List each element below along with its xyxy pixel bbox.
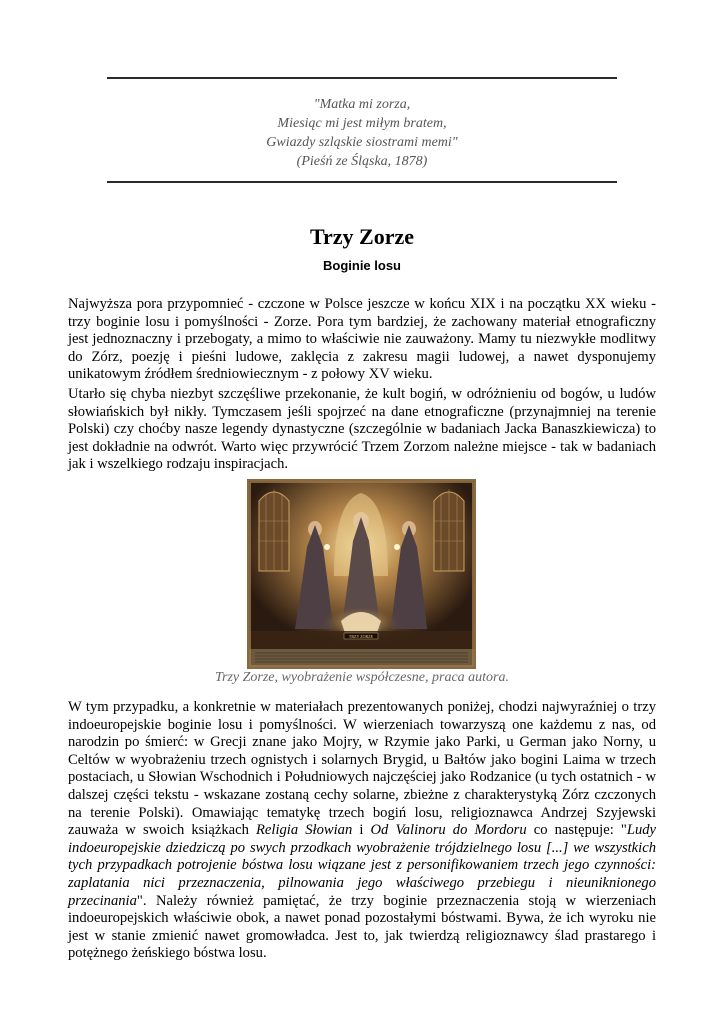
book-title: Od Valinoru do Mordoru bbox=[370, 822, 527, 839]
page-title: Trzy Zorze bbox=[309, 224, 415, 249]
epigraph-line: "Matka mi zorza, bbox=[313, 97, 411, 112]
paragraph-3-text: W tym przypadku, a konkretnie w materiałach prezentowanych poniżej, chodzi najwyraźniej o trzy indoeuropejskie boginie losu i pomyślności. W wierzeniach towarzyszą one każdemu z nas, od narodzin po śmierć: w Grecji znane jako Mojry, w Rzymie jako Parki, u German jako Norny, u Celtów w wyobrażeniu trzech ognistych i solarnych Brygid, u Bałtów jako bogini Laima w trzech postaciach, u Słowian Wschodnich i Południowych najczęściej jako Rodzanice (u tych ostatnich - w dalszej części tekstu - wskazane zostaną cechy solarne, zbieżne z charakterystyką Zórz czczonych na terenie Polski). Omawiając tematykę trzech bogiń losu, religioznawca Andrzej Szyjewski zauważa w swoich książkach bbox=[68, 699, 656, 839]
painting-image bbox=[249, 481, 474, 667]
epigraph-source: (Pieśń ze Śląska, 1878) bbox=[296, 154, 428, 169]
page-subtitle: Boginie losu bbox=[323, 258, 401, 273]
book-title: Religia Słowian bbox=[256, 822, 353, 839]
figure-caption: Trzy Zorze, wyobrażenie współczesne, praca autora. bbox=[215, 670, 509, 685]
paragraph-1: Najwyższa pora przypomnieć - czczone w Polsce jeszcze w końcu XIX i na początku XX wieku - trzy boginie losu i pomyślności - Zorze. Pora tym bardziej, że zachowany materiał etnograficzny jest jednoznaczny i przebogaty, a mimo to właściwie nie zauważony. Mamy tu niezwykłe modlitwy do Zórz, poezję i pieśni ludowe, zaklęcia z zakresu magii ludowej, a nawet dysponujemy unikatowym źródłem średniowiecznym - z połowy XV wieku. bbox=[68, 296, 656, 383]
illustration-three-zorze bbox=[247, 479, 476, 669]
paragraph-3-text: ". Należy również pamiętać, że trzy boginie przeznaczenia stoją w wierzeniach indoeuropejskich właściwie obok, a nawet ponad pozostałymi bóstwami. Bywa, że ich wyroku nie jest w stanie zmienić nawet gromowładca. Jest to, jak twierdzą religioznawcy ślad prastarego i potężnego żeńskiego bóstwa losu. bbox=[68, 892, 656, 962]
epigraph-line: Gwiazdy szląskie siostrami memi" bbox=[266, 135, 458, 150]
paragraph-3-text: i bbox=[352, 822, 371, 839]
plaque-text: TRZY ZORZE bbox=[348, 634, 374, 639]
paragraph-2: Utarło się chyba niezbyt szczęśliwe przekonanie, że kult bogiń, w odróżnieniu od bogów, u ludów słowiańskich był nikły. Tymczasem jeśli spojrzeć na dane etnograficzne (przynajmniej na terenie Polski) czy choćby nasze legendy dynastyczne (szczególnie w badaniach Jacka Banaszkiewicza) to jest dokładnie na odwrót. Warto więc przywrócić Trzem Zorzom należne miejsce - tak w badaniach jak i wszelkiego rodzaju inspiracjach. bbox=[68, 386, 656, 473]
bottom-rule bbox=[107, 181, 617, 183]
top-rule bbox=[107, 77, 617, 79]
paragraph-3-text: co następuje: " bbox=[526, 822, 627, 839]
quote-text: Ludy indoeuropejskie dziedziczą po swych przodkach wyobrażenie trójdzielnego losu [...] we wszystkich tych przypadkach potrojenie bóstwa losu wiązane jest z personifikowaniem trzech jego czynności: zaplatania nici przeznaczenia, pilnowania jego właściwego przebiegu i nieuniknionego przecinania bbox=[68, 822, 657, 909]
epigraph bbox=[107, 95, 617, 171]
epigraph-line: Miesiąc mi jest miłym bratem, bbox=[277, 116, 447, 131]
paragraph-3 bbox=[68, 699, 656, 963]
